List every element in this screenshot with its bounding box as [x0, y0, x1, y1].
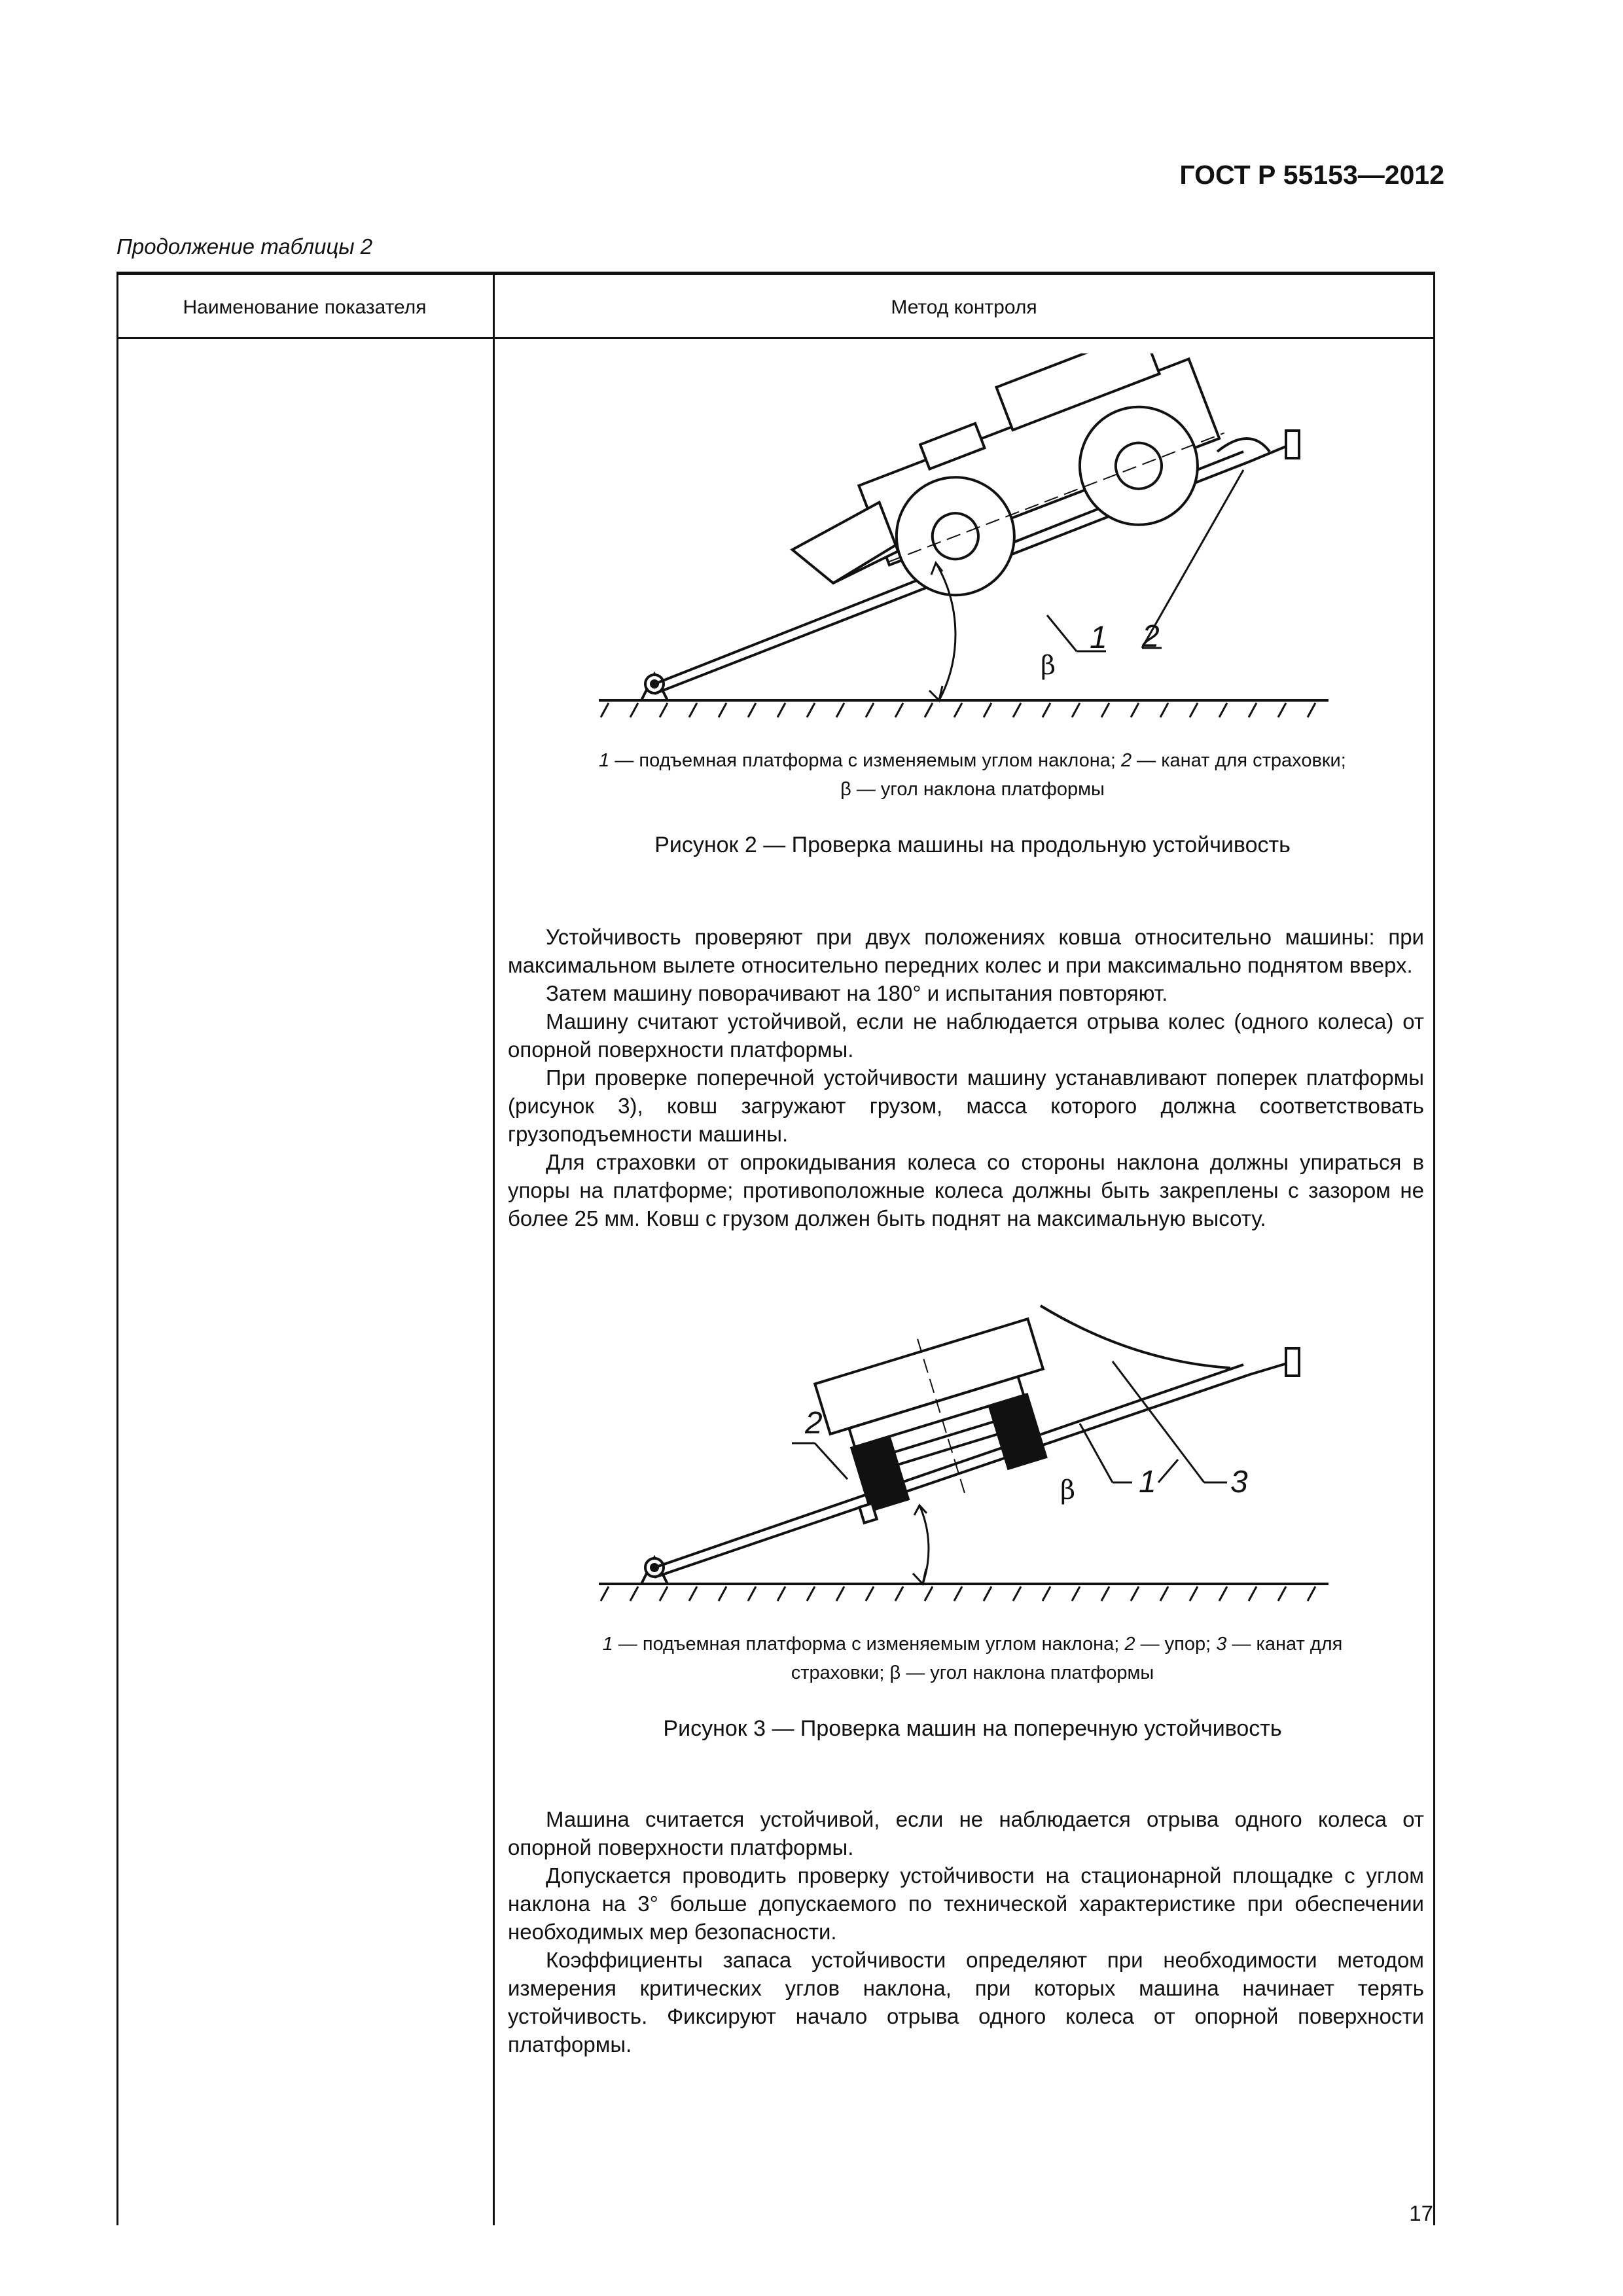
callout-2: 2	[805, 1406, 823, 1441]
figure-2-caption: Рисунок 2 — Проверка машины на продольную устойчивость	[654, 833, 1291, 857]
ground-hatching	[601, 703, 1315, 717]
loader-body	[764, 353, 1245, 647]
table-top-border	[116, 272, 1435, 275]
text-block-2: Машина считается устойчивой, если не наблюдается отрыва одного колеса от опорной поверхности платформы. Допускается проводить проверку устойчивости на стационарной площадке с углом наклона на 3° больше допускаемого по технической характеристике при обеспечении необходимых мер безопасности. Коэффициенты запаса устойчивости определяют при необходимости методом измерения критических углов наклона, при которых машина начинает терять устойчивость. Фиксируют начало отрыва одного колеса от опорной поверхности платформы.	[508, 1807, 1424, 2056]
page-number: 17	[1409, 2201, 1433, 2225]
column-header-indicator: Наименование показателя	[183, 296, 427, 318]
safety-rope-post	[1041, 1306, 1299, 1376]
column-header-method: Метод контроля	[891, 296, 1037, 318]
callout-1: 1	[1139, 1465, 1156, 1499]
callout-beta: β	[1041, 651, 1056, 681]
ground-hatching	[601, 1587, 1315, 1601]
machine-cross-section	[811, 1306, 1071, 1528]
table-right-border	[1433, 272, 1435, 2225]
callout-3: 3	[1230, 1465, 1248, 1499]
figure-3-caption: Рисунок 3 — Проверка машин на поперечную устойчивость	[663, 1716, 1282, 1741]
callout-beta: β	[1060, 1475, 1076, 1505]
text-block-1: Устойчивость проверяют при двух положениях ковша относительно машины: при максимальном вылете относительно передних колес и при максимально поднятом вверх. Затем машину поворачивают на 180° и испытания повторяют. Машину считают устойчивой, если не наблюдается отрыва колес (одного колеса) от опорной поверхности платформы. При проверке поперечной устойчивости машину устанавливают поперек платформы (рисунок 3), ковш загружают грузом, масса которого должна соответствовать грузоподъемности машины. Для страховки от опрокидывания колеса со стороны наклона должны упираться в упоры на платформе; противоположные колеса должны быть закреплены с зазором не более 25 мм. Ковш с грузом должен быть поднят на максимальную высоту.	[508, 925, 1424, 1230]
figure-3-legend: 1 — подъемная платформа с изменяемым углом наклона; 2 — упор; 3 — канат для страховки; β — угол наклона платформы	[602, 1634, 1343, 1683]
callout-2: 2	[1142, 619, 1160, 654]
figure-3-lateral-stability	[589, 1302, 1342, 1617]
standard-code: ГОСТ Р 55153—2012	[1179, 160, 1444, 190]
figure-2-longitudinal-stability	[589, 353, 1342, 733]
table-column-divider	[493, 272, 495, 2225]
hinge-support	[641, 674, 668, 700]
hinge-support	[641, 1558, 668, 1584]
table-continuation-label: Продолжение таблицы 2	[116, 234, 373, 259]
table-left-border	[116, 272, 118, 2225]
stop-block	[859, 1503, 876, 1523]
figure-2-legend: 1 — подъемная платформа с изменяемым углом наклона; 2 — канат для страховки; β — угол наклона платформы	[599, 750, 1346, 800]
callout-1: 1	[1090, 620, 1107, 655]
table-header-separator	[116, 337, 1435, 339]
angle-beta-marker	[913, 1505, 929, 1584]
